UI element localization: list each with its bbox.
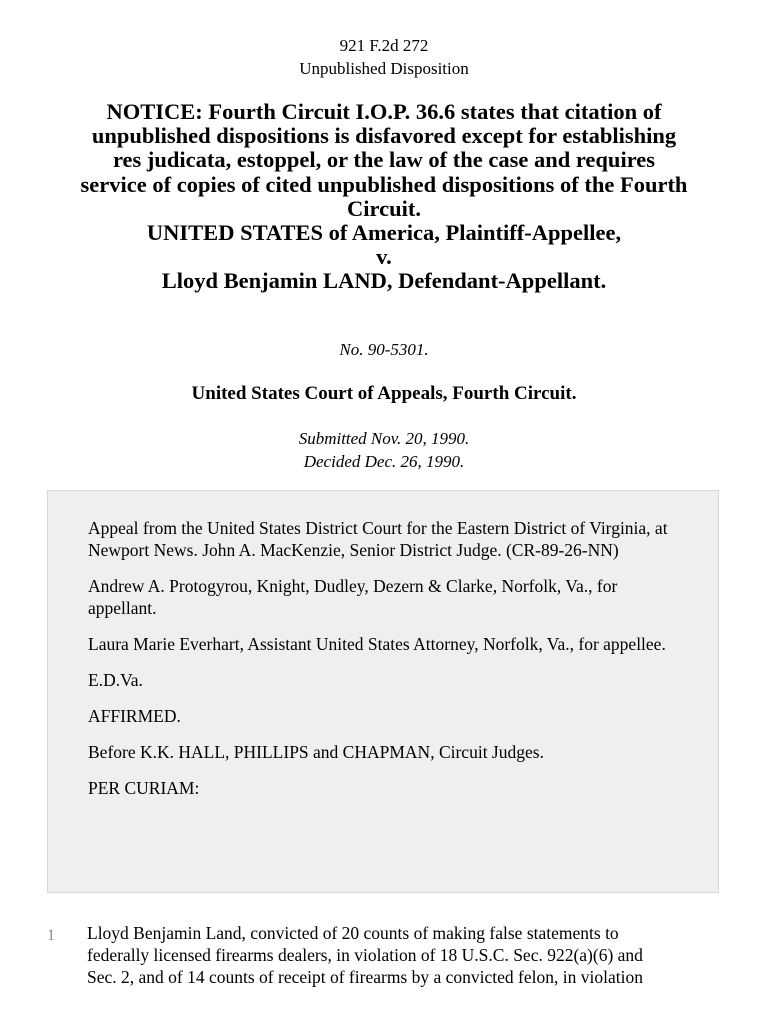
notice-line: unpublished dispositions is disfavored except for establishing <box>91 123 677 149</box>
notice-line: Circuit. <box>347 195 421 221</box>
appeal-origin: Appeal from the United States District Court for the Eastern District of Virginia, at Newport News. John A. MacKenzie, Senior District Judge. (CR-89-26-NN) <box>88 518 668 560</box>
notice-and-caption <box>30 100 738 294</box>
caption-defendant: Lloyd Benjamin LAND, Defendant-Appellant. <box>161 268 607 294</box>
citation-header <box>0 34 768 80</box>
per-curiam-label: PER CURIAM: <box>88 778 200 798</box>
opinion-paragraph <box>87 922 727 988</box>
disposition-label: Unpublished Disposition <box>299 59 469 78</box>
paragraph-number: 1 <box>47 927 55 944</box>
paragraph-line: Sec. 2, and of 14 counts of receipt of firearms by a convicted felon, in violation <box>87 967 643 987</box>
court-name: United States Court of Appeals, Fourth Circuit. <box>191 383 577 404</box>
district-abbrev: E.D.Va. <box>88 670 143 690</box>
notice-line: service of copies of cited unpublished dispositions of the Fourth <box>80 171 688 197</box>
paragraph-line: Lloyd Benjamin Land, convicted of 20 counts of making false statements to <box>87 923 619 943</box>
notice-line: res judicata, estoppel, or the law of the case and requires <box>112 147 656 173</box>
case-citation: 921 F.2d 272 <box>339 36 429 55</box>
submitted-date: Submitted Nov. 20, 1990. <box>298 429 470 448</box>
notice-line: NOTICE: Fourth Circuit I.O.P. 36.6 states that citation of <box>106 99 662 124</box>
case-dates <box>0 427 768 473</box>
appellant-counsel: Andrew A. Protogyrou, Knight, Dudley, Dezern & Clarke, Norfolk, Va., for appellant. <box>88 576 618 618</box>
decided-date: Decided Dec. 26, 1990. <box>303 452 465 471</box>
appellee-counsel: Laura Marie Everhart, Assistant United States Attorney, Norfolk, Va., for appellee. <box>88 634 666 654</box>
paragraph-line: federally licensed firearms dealers, in violation of 18 U.S.C. Sec. 922(a)(6) and <box>87 945 643 965</box>
caption-versus: v. <box>376 244 392 270</box>
disposition-result: AFFIRMED. <box>88 706 181 726</box>
caption-plaintiff: UNITED STATES of America, Plaintiff-Appellee, <box>146 220 622 246</box>
case-info-box <box>47 490 719 893</box>
docket-number: No. 90-5301. <box>339 340 429 359</box>
judges-panel: Before K.K. HALL, PHILLIPS and CHAPMAN, Circuit Judges. <box>88 742 544 762</box>
